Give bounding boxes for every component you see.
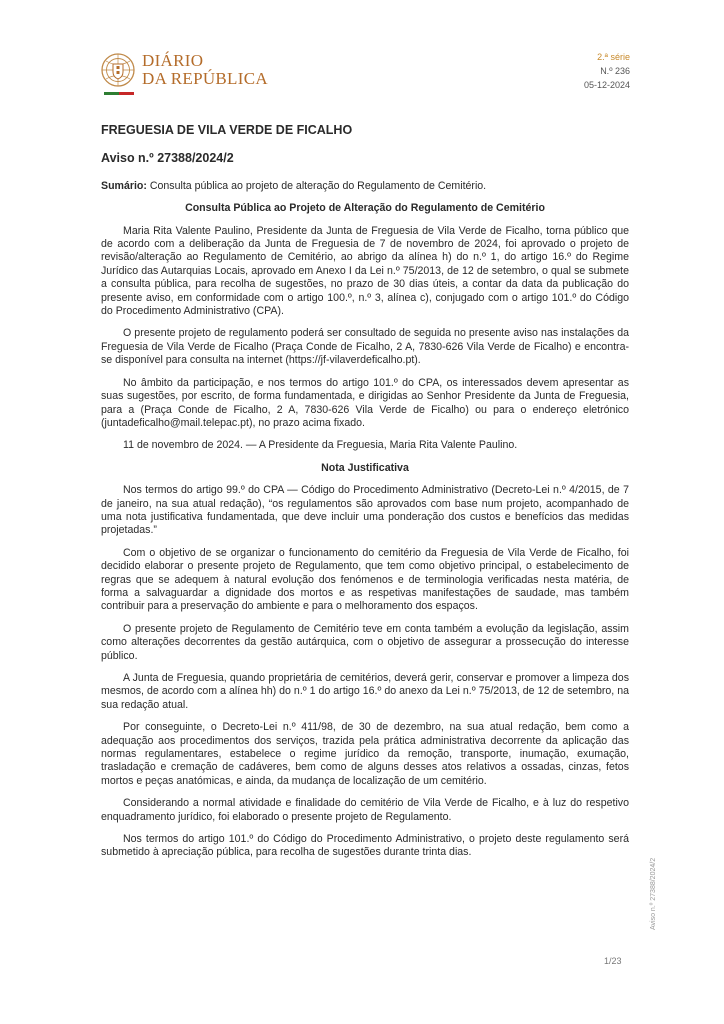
series-label: 2.ª série [597, 52, 630, 62]
journal-title-line2: DA REPÚBLICA [142, 69, 268, 88]
summary-label: Sumário: [101, 179, 147, 192]
paragraph: O presente projeto de regulamento poderá ser consultado de seguida no presente aviso nas instalações da Freguesia de Vila Verde de Ficalho (Praça Conde de Ficalho, 2 A, 7830-626 Vila Verde de Ficalho) e encontra-se disponível para consulta na internet (https://jf-vilaverdeficalho.pt). [101, 327, 629, 367]
flag-red-stripe [119, 92, 134, 95]
paragraph: No âmbito da participação, e nos termos do artigo 101.º do CPA, os interessados devem apresentar as suas sugestões, por escrito, de forma fundamentada, e dirigidas ao Senhor Presidente da Junta de Freguesia, para a (Praça Conde de Ficalho, 2 A, 7830-626 Vila Verde de Ficalho) ou para o endereço eletrónico (juntadeficalho@mail.telepac.pt), no prazo acima fixado. [101, 376, 629, 429]
side-reference [650, 830, 662, 930]
paragraph: Por conseguinte, o Decreto-Lei n.º 411/98, de 30 de dezembro, na sua atual redação, bem como a adequação aos procedimentos dos serviços, trazida pela prática administrativa decorrente da aplicação das normas regulamentares, estabelece o regime jurídico da remoção, transporte, inumação, exumação, trasladação e cremação de cadáveres, bem como de alguns desses atos relativos a ossadas, cinzas, fetos mortos e peças anatómicas, e ainda, da mudança de localização de um cemitério. [101, 721, 629, 787]
issue-number: N.º 236 [600, 66, 630, 76]
paragraph: Com o objetivo de se organizar o funcionamento do cemitério da Freguesia de Vila Verde de Ficalho, foi decidido elaborar o presente projeto de Regulamento, que tem como objetivo principal, o estabelecimento de regras que se adequem à natural evolução dos fenómenos e de terminologia verificadas nesta matéria, de forma a salvaguardar a dignidade dos mortos e as respetivas manifestações de saudade, mas também contribuir para a preservação do ambiente e para o melhoramento dos espaços. [101, 546, 629, 613]
side-reference-text: Aviso n.º 27388/2024/2 [650, 857, 657, 930]
section-heading-nota: Nota Justificativa [321, 461, 409, 474]
journal-title [142, 52, 268, 88]
paragraph: Nos termos do artigo 99.º do CPA — Código do Procedimento Administrativo (Decreto-Lei n.º 4/2015, de 7 de janeiro, na sua atual redação), “os regulamentos são aprovados com base num projeto, acompanhado de uma nota justificativa fundamentada, que deve incluir uma ponderação dos custos e benefícios das medidas projetadas.” [101, 484, 629, 537]
issue-meta [584, 50, 630, 92]
paragraph: Considerando a normal atividade e finalidade do cemitério de Vila Verde de Ficalho, e à luz do respetivo enquadramento jurídico, foi elaborado o presente projeto de Regulamento. [101, 797, 629, 823]
paragraph: A Junta de Freguesia, quando proprietária de cemitérios, deverá gerir, conservar e promover a limpeza dos mesmos, de acordo com a alínea hh) do n.º 1 do artigo 16.º do anexo da Lei n.º 75/2013, de 12 de setembro, na sua redação atual. [101, 672, 629, 711]
paragraph: Nos termos do artigo 101.º do Código do Procedimento Administrativo, o projeto deste regulamento será submetido à apreciação pública, para recolha de sugestões durante trinta dias. [101, 833, 629, 859]
coat-of-arms-icon [100, 52, 136, 88]
document-body [101, 124, 629, 869]
aviso-number: Aviso n.º 27388/2024/2 [101, 151, 234, 166]
summary [101, 180, 629, 193]
flag-green-stripe [104, 92, 119, 95]
page-number: 1/23 [604, 956, 622, 966]
flag-bar [104, 92, 134, 95]
page-header [100, 50, 630, 96]
entity-name: FREGUESIA DE VILA VERDE DE FICALHO [101, 123, 353, 137]
section-heading-consulta: Consulta Pública ao Projeto de Alteração do Regulamento de Cemitério [185, 202, 545, 215]
paragraph: Maria Rita Valente Paulino, Presidente da Junta de Freguesia de Vila Verde de Ficalho, torna público que de acordo com a deliberação da Junta de Freguesia de 7 de novembro de 2024, foi aprovado o projeto de revisão/alteração ao Regulamento de Cemitério, ao abrigo da alínea h) do n.º 1, do artigo 16.º do Regime Jurídico das Autarquias Locais, aprovado em Anexo I da Lei n.º 75/2013, de 12 de setembro, o qual se submete a consulta pública, para recolha de sugestões, no prazo de 30 dias úteis, a contar da data da publicação do presente aviso, em conformidade com o artigo 100.º, n.º 3, alínea c), conjugado com o artigo 101.º do Código do Procedimento Administrativo (CPA). [101, 224, 629, 318]
signature-line: 11 de novembro de 2024. — A Presidente da Freguesia, Maria Rita Valente Paulino. [123, 439, 518, 452]
summary-text: Consulta pública ao projeto de alteração do Regulamento de Cemitério. [146, 179, 487, 192]
paragraph: O presente projeto de Regulamento de Cemitério teve em conta também a evolução da legislação, assim como alterações decorrentes da gestão autárquica, com o objetivo de assegurar a prossecução do interesse público. [101, 622, 629, 662]
journal-title-line1: DIÁRIO [142, 51, 204, 70]
issue-date: 05-12-2024 [583, 80, 630, 90]
